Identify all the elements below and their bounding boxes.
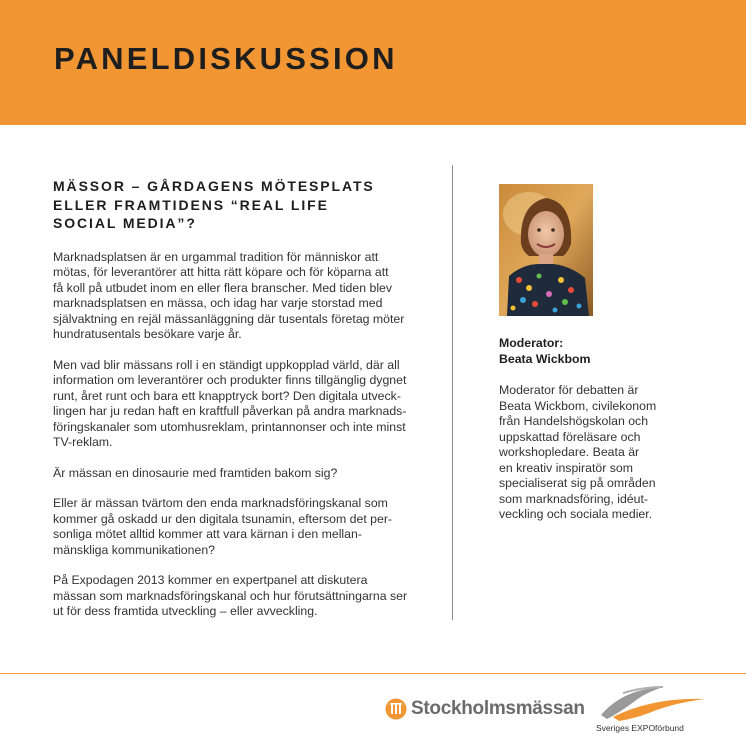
text-line: få koll på utbudet inom en eller flera branscher. Med tiden blev [53,280,393,295]
stockholmsmassan-logo [385,698,585,720]
text-line: mässan som marknadsföringskanal och hur förutsättningarna ser [53,588,408,603]
moderator-name: Beata Wickbom [499,351,591,366]
stockholmsmassan-wordmark: Stockholmsmässan [411,698,585,719]
text-line: specialiserat sig på områden [499,476,656,490]
subtitle-line: SOCIAL MEDIA”? [53,215,197,231]
text-line: självaktning en rejäl mässanläggning där tusentals företag möter [53,311,405,326]
article-subtitle [53,177,425,233]
expoforbund-logo [593,683,713,739]
text-line: ut för dess framtida utveckling – eller avveckling. [53,604,318,618]
text-line: föringskanaler som utomhusreklam, printannonser och inte minst [53,419,406,434]
text-line: Beata Wickbom, civilekonom [499,398,657,413]
text-line: lingen har ju redan haft en kraftfull påverkan på andra marknads- [53,404,407,418]
text-line: som marknadsföring, idéut- [499,491,648,506]
text-line: information om leverantörer och produkter finns tillgänglig dygnet [53,373,407,387]
text-line: marknadsplatsen en mässa, och idag har varje storstad med [53,296,383,310]
text-line: På Expodagen 2013 kommer en expertpanel att diskutera [53,573,368,587]
text-line: runt, året runt och bara ett knapptryck bort? Den digitala utveck- [53,388,401,403]
text-line: veckling och sociala medier. [499,507,653,521]
stockholmsmassan-mark-icon [385,698,407,720]
text-line: från Handelshögskolan och [499,414,649,428]
text-line: Moderator för debatten är [499,383,639,397]
text-line: TV-reklam. [53,435,113,449]
moderator-label [499,336,699,367]
article-paragraph [53,496,425,558]
text-line: hundratusentals besökare varje år. [53,327,242,341]
header-banner [0,0,746,125]
text-line: Moderator: [499,336,564,350]
subtitle-line: ELLER FRAMTIDENS “REAL LIFE [53,196,329,213]
expoforbund-swoosh-icon [593,683,713,723]
text-line: mötas, för leverantörer att hitta rätt köpare och för köparna att [53,265,389,279]
article-paragraph [53,250,425,343]
text-line: Eller är mässan tvärtom den enda marknadsföringskanal som [53,496,388,510]
text-line: workshopledare. Beata är [499,445,640,459]
text-line: mänskliga kommunikationen? [53,542,215,557]
portrait-image [499,184,593,316]
text-line: Marknadsplatsen är en urgammal tradition för människor att [53,249,379,264]
footer-divider [0,673,746,674]
text-line: Men vad blir mässans roll i en ständigt uppkopplad värld, där all [53,357,400,372]
article-column [53,177,425,620]
text-line: kommer gå oskadd ur den digitala tsunamin, eftersom det per- [53,511,393,526]
article-paragraph [53,466,425,482]
page-title: PANELDISKUSSION [54,41,398,76]
article-paragraph [53,573,425,620]
moderator-bio [499,383,699,523]
subtitle-line: MÄSSOR – GÅRDAGENS MÖTESPLATS [53,178,375,194]
text-line: sonliga mötet alltid kommer att vara kärnan i den mellan- [53,527,362,541]
moderator-photo [499,184,593,316]
article-paragraph [53,358,425,451]
column-divider [452,165,453,620]
moderator-info [499,336,699,523]
text-line: Är mässan en dinosaurie med framtiden bakom sig? [53,465,338,480]
text-line: uppskattad föreläsare och [499,429,641,444]
expoforbund-wordmark: Sveriges EXPOförbund [596,723,684,733]
text-line: en kreativ inspiratör som [499,460,633,475]
